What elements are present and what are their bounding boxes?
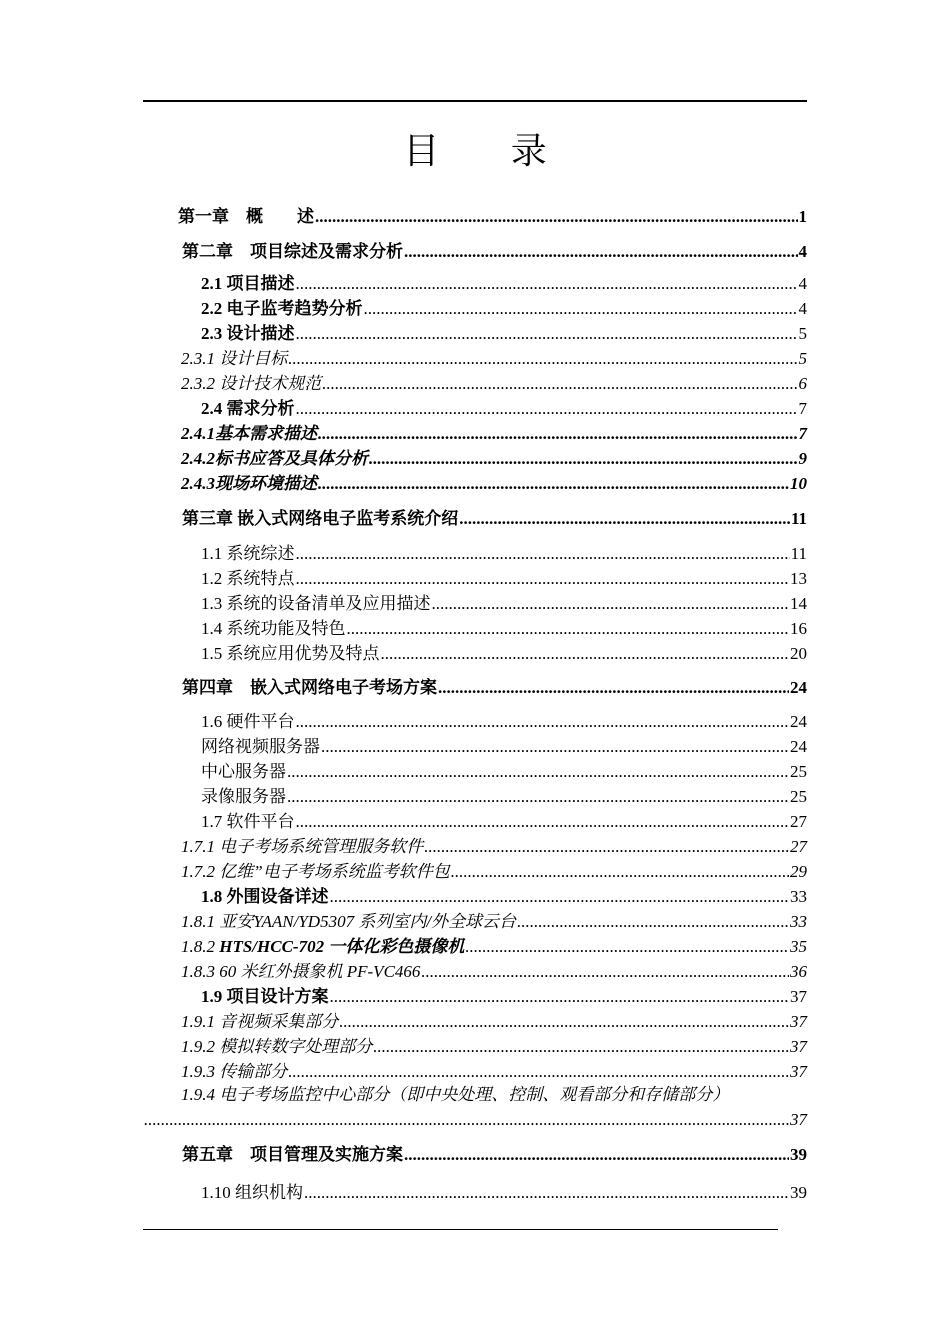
footer-rule xyxy=(143,1229,778,1230)
toc-entry[interactable] xyxy=(143,1109,807,1131)
toc-leader-dots xyxy=(369,448,798,470)
toc-page-number: 27 xyxy=(790,837,807,856)
toc-entry[interactable] xyxy=(201,323,807,345)
toc-entry[interactable] xyxy=(182,241,807,263)
toc-entry-label: 2.1 项目描述 xyxy=(201,274,295,293)
toc-leader-dots xyxy=(296,273,798,295)
toc-leader-dots xyxy=(339,1011,789,1033)
toc-entry[interactable] xyxy=(181,1061,807,1083)
toc-entry-label: 1.7 软件平台 xyxy=(201,812,295,831)
toc-entry-label: 1.3 系统的设备清单及应用描述 xyxy=(201,594,431,613)
toc-page-number: 16 xyxy=(790,619,807,638)
toc-entry-label xyxy=(181,936,464,958)
toc-entry[interactable] xyxy=(178,206,807,228)
toc-entry[interactable] xyxy=(181,448,807,470)
toc-entry-label: 2.4.2标书应答及具体分析 xyxy=(181,449,368,468)
toc-page-number: 37 xyxy=(790,1012,807,1031)
toc-page-number: 33 xyxy=(790,887,807,906)
toc-entry[interactable] xyxy=(181,836,807,858)
page-title: 目 录 xyxy=(403,131,577,172)
toc-page-number: 7 xyxy=(798,424,807,443)
toc-leader-dots xyxy=(318,473,789,495)
toc-page-number: 37 xyxy=(790,987,807,1006)
toc-entry-label: 1.8.1 亚安YAAN/YD5307 系列室内/外全球云台 xyxy=(181,912,517,931)
toc-page-number: 5 xyxy=(798,324,807,343)
toc-leader-dots xyxy=(438,677,789,699)
toc-entry-label: 1.2 系统特点 xyxy=(201,569,295,588)
toc-entry[interactable] xyxy=(181,373,807,395)
toc-leader-dots xyxy=(296,811,790,833)
toc-entry[interactable] xyxy=(201,711,807,733)
toc-leader-dots xyxy=(296,323,798,345)
toc-page-number: 4 xyxy=(798,242,807,261)
toc-entry-label: 第四章 嵌入式网络电子考场方案 xyxy=(182,678,437,697)
toc-entry[interactable] xyxy=(182,508,807,530)
toc-entry[interactable] xyxy=(201,543,807,565)
toc-entry[interactable] xyxy=(181,1011,807,1033)
toc-entry[interactable] xyxy=(201,761,807,783)
toc-entry-label: 1.1 系统综述 xyxy=(201,544,295,563)
toc-entry[interactable] xyxy=(201,811,807,833)
toc-page-number: 37 xyxy=(790,1062,807,1081)
toc-entry-label: 2.4.1基本需求描述 xyxy=(181,424,317,443)
toc-entry[interactable] xyxy=(201,1182,807,1204)
toc-leader-dots xyxy=(304,1182,789,1204)
toc-page-number: 1 xyxy=(798,207,807,226)
toc-page-number: 25 xyxy=(790,787,807,806)
toc-entry-label: 1.9 项目设计方案 xyxy=(201,987,329,1006)
toc-entry[interactable] xyxy=(181,473,807,495)
toc-entry-title: HTS/HCC-702 一体化彩色摄像机 xyxy=(219,937,465,956)
toc-entry[interactable] xyxy=(181,911,807,933)
toc-entry[interactable] xyxy=(181,423,807,445)
toc-page-number: 37 xyxy=(790,1037,807,1056)
toc-entry-label: 2.3.1 设计目标 xyxy=(181,349,288,368)
toc-page-number: 25 xyxy=(790,762,807,781)
toc-leader-dots xyxy=(421,961,789,983)
toc-entry-label: 1.10 组织机构 xyxy=(201,1183,303,1202)
toc-entry[interactable] xyxy=(201,736,807,758)
toc-entry-label: 2.3.2 设计技术规范 xyxy=(181,374,322,393)
toc-entry-label: 录像服务器 xyxy=(201,787,286,806)
toc-leader-dots xyxy=(517,911,789,933)
toc-entry[interactable] xyxy=(201,398,807,420)
toc-leader-dots xyxy=(451,861,789,883)
toc-entry-label: 1.4 系统功能及特色 xyxy=(201,619,346,638)
toc-entry-label: 第五章 项目管理及实施方案 xyxy=(182,1145,403,1164)
toc-entry[interactable] xyxy=(201,593,807,615)
toc-leader-dots xyxy=(459,508,790,530)
toc-page-number: 36 xyxy=(790,962,807,981)
toc-leader-dots xyxy=(321,736,789,758)
toc-entry[interactable] xyxy=(181,861,807,883)
toc-leader-dots xyxy=(288,348,797,370)
toc-page-number: 37 xyxy=(790,1110,807,1129)
toc-entry-label: 1.7.2 亿维”电子考场系统监考软件包 xyxy=(181,862,450,881)
toc-leader-dots xyxy=(296,543,790,565)
toc-page-number: 7 xyxy=(798,399,807,418)
toc-leader-dots xyxy=(144,1109,789,1131)
toc-entry-number: 1.8.2 xyxy=(181,937,220,956)
toc-entry-label: 1.8 外围设备详述 xyxy=(201,887,329,906)
toc-leader-dots xyxy=(424,836,789,858)
toc-page-number: 20 xyxy=(790,644,807,663)
toc-entry-label: 2.3 设计描述 xyxy=(201,324,295,343)
toc-entry[interactable] xyxy=(181,348,807,370)
toc-entry[interactable] xyxy=(182,677,807,699)
toc-page-number: 24 xyxy=(790,678,807,697)
toc-entry[interactable] xyxy=(182,1144,807,1166)
toc-page-number: 35 xyxy=(790,937,807,956)
toc-leader-dots xyxy=(330,986,790,1008)
toc-entry-label: 1.5 系统应用优势及特点 xyxy=(201,644,380,663)
toc-page-number: 10 xyxy=(790,474,807,493)
toc-page-number: 11 xyxy=(790,509,807,528)
toc-leader-dots xyxy=(432,593,790,615)
toc-page-number: 27 xyxy=(790,812,807,831)
toc-entry-label: 1.6 硬件平台 xyxy=(201,712,295,731)
toc-leader-dots xyxy=(322,373,797,395)
toc-entry-label: 第三章 嵌入式网络电子监考系统介绍 xyxy=(182,509,459,528)
toc-entry[interactable] xyxy=(201,273,807,295)
toc-leader-dots xyxy=(288,1061,789,1083)
toc-page-number: 14 xyxy=(790,594,807,613)
toc-entry-label: 1.9.1 音视频采集部分 xyxy=(181,1012,339,1031)
toc-page-number: 24 xyxy=(790,737,807,756)
toc-page-number: 4 xyxy=(798,274,807,293)
toc-leader-dots xyxy=(381,643,790,665)
toc-entry[interactable] xyxy=(201,568,807,590)
toc-page-number: 5 xyxy=(798,349,807,368)
toc-entry-label: 1.9.2 模拟转数字处理部分 xyxy=(181,1037,373,1056)
toc-leader-dots xyxy=(404,1144,789,1166)
toc-leader-dots xyxy=(296,568,790,590)
toc-leader-dots xyxy=(296,711,790,733)
toc-entry[interactable] xyxy=(201,986,807,1008)
toc-entry[interactable] xyxy=(181,1036,807,1058)
toc-page-number: 39 xyxy=(790,1145,807,1164)
toc-page-number: 4 xyxy=(798,299,807,318)
toc-page-number: 39 xyxy=(790,1183,807,1202)
toc-entry-label: 1.8.3 60 米红外摄象机 PF-VC466 xyxy=(181,962,421,981)
toc-entry[interactable] xyxy=(201,298,807,320)
toc-entry-label: 2.4.3现场环境描述 xyxy=(181,474,317,493)
toc-page-number: 6 xyxy=(798,374,807,393)
toc-entry[interactable] xyxy=(201,886,807,908)
toc-entry-label: 1.9.3 传输部分 xyxy=(181,1062,288,1081)
toc-page-number: 11 xyxy=(790,544,807,563)
toc-entry-label: 网络视频服务器 xyxy=(201,737,320,756)
toc-entry-label: 第一章 概 述 xyxy=(178,207,314,226)
toc-entry[interactable] xyxy=(201,618,807,640)
toc-page-number: 9 xyxy=(798,449,807,468)
toc-leader-dots xyxy=(330,886,790,908)
toc-leader-dots xyxy=(287,786,789,808)
toc-entry[interactable] xyxy=(201,786,807,808)
toc-leader-dots xyxy=(318,423,798,445)
toc-page-number: 24 xyxy=(790,712,807,731)
toc-leader-dots xyxy=(347,618,790,640)
toc-leader-dots xyxy=(296,398,798,420)
toc-page-number: 13 xyxy=(790,569,807,588)
toc-page-number: 29 xyxy=(790,862,807,881)
toc-entry-label: 第二章 项目综述及需求分析 xyxy=(182,242,403,261)
toc-entry-label: 2.2 电子监考趋势分析 xyxy=(201,299,363,318)
toc-entry[interactable] xyxy=(181,936,807,958)
toc-entry-label: 1.7.1 电子考场系统管理服务软件 xyxy=(181,837,424,856)
toc-wrapped-entry-label: 1.9.4 电子考场监控中心部分（即中央处理、控制、观看部分和存储部分） xyxy=(181,1085,730,1104)
toc-entry[interactable] xyxy=(181,961,807,983)
toc-entry-label: 中心服务器 xyxy=(201,762,286,781)
toc-entry[interactable] xyxy=(201,643,807,665)
toc-leader-dots xyxy=(404,241,798,263)
toc-leader-dots xyxy=(364,298,798,320)
toc-leader-dots xyxy=(465,936,789,958)
toc-leader-dots xyxy=(373,1036,789,1058)
toc-entry-label: 2.4 需求分析 xyxy=(201,399,295,418)
toc-page-number: 33 xyxy=(790,912,807,931)
toc-leader-dots xyxy=(287,761,789,783)
toc-leader-dots xyxy=(315,206,798,228)
